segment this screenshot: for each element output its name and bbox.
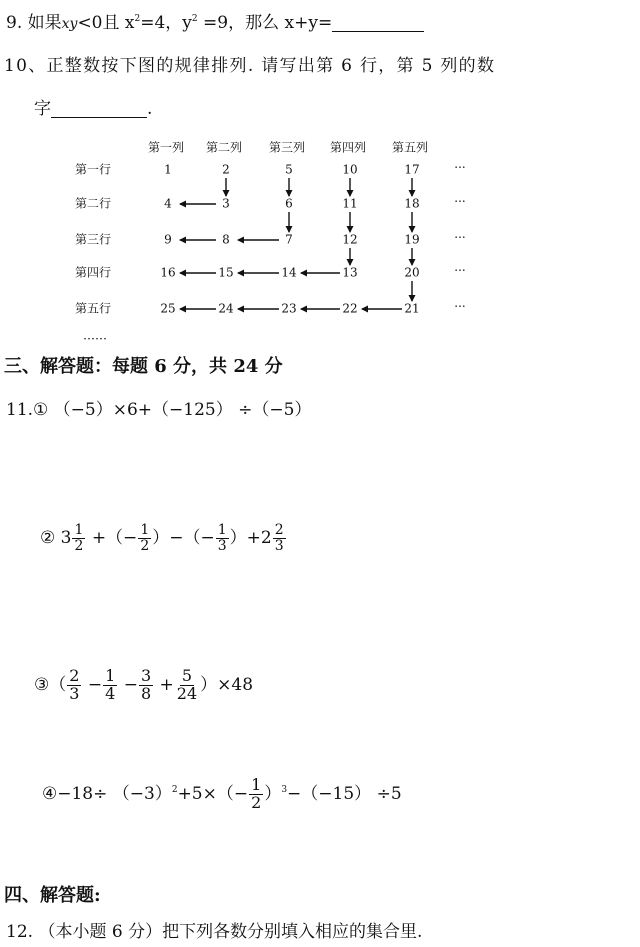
column-ellipsis: ……: [83, 328, 107, 340]
question-11-part-1: 11.① （−5）×6+（−125） ÷（−5）: [6, 400, 312, 420]
column-header: 第二列: [205, 140, 243, 155]
section-4-title: 四、解答题:: [4, 885, 101, 906]
question-12: 12. （本小题 6 分）把下列各数分别填入相应的集合里.: [6, 922, 423, 942]
question-9: 9. 如果xy<0且 $x^2=4$，$y^2 =9$，那么 x+y=: [6, 8, 424, 33]
grid-number: 23: [281, 301, 297, 316]
column-header: 第三列: [268, 140, 306, 155]
grid-number: 7: [285, 232, 293, 247]
fraction: $\frac{2}{3}$: [69, 666, 80, 703]
row-header: 第五行: [75, 301, 112, 316]
fraction: $\frac{1}{2}$: [140, 522, 150, 554]
grid-number: 5: [285, 162, 293, 177]
grid-number: 16: [160, 265, 176, 280]
grid-number: 22: [342, 301, 358, 316]
question-11-part-4: ④−18÷ $(-3)^2+5\times(-$ $\frac{1}{2}$ ）$^3$−（−15） ÷5: [42, 775, 402, 812]
grid-number: 1: [164, 162, 172, 177]
fraction: $\frac{1}{2}$: [74, 522, 84, 554]
row-header: 第三行: [75, 232, 112, 247]
row-header: 第四行: [75, 265, 112, 280]
answer-blank-10[interactable]: [51, 99, 147, 118]
grid-number: 21: [404, 301, 420, 316]
grid-number: 25: [160, 301, 176, 316]
fraction: $\frac{3}{8}$: [140, 666, 152, 703]
grid-number: 6: [285, 196, 293, 211]
grid-number: 24: [218, 301, 234, 316]
row-header: 第一行: [75, 162, 112, 177]
grid-number: 4: [164, 196, 172, 211]
grid-number: 10: [342, 162, 358, 177]
row-header: 第二行: [75, 196, 112, 211]
grid-number: 19: [404, 232, 420, 247]
grid-number: 9: [164, 232, 172, 247]
grid-number: 12: [342, 232, 358, 247]
question-10-line1: 10、正整数按下图的规律排列. 请写出第 6 行，第 5 列的数: [4, 56, 496, 76]
fraction: $\frac{5}{24}$: [176, 666, 198, 703]
row-ellipsis: ···: [454, 160, 466, 175]
answer-blank-9[interactable]: [332, 13, 424, 32]
section-3-title: 三、解答题：每题 6 分，共 24 分: [4, 356, 283, 377]
grid-number: 13: [342, 265, 358, 280]
fraction: $\frac{1}{3}$: [217, 522, 227, 554]
question-10-line2: 字 .: [34, 99, 153, 119]
column-header: 第四列: [329, 140, 367, 155]
row-ellipsis: ···: [454, 230, 466, 245]
question-11-part-3: ③（ $\frac{2}{3}$ − $\frac{1}{4}$ − $\frac{3}{8}$ + $\frac{5}{24}$ ）×48: [34, 666, 254, 703]
grid-number: 18: [404, 196, 420, 211]
grid-number: 8: [222, 232, 230, 247]
grid-number: 2: [222, 162, 230, 177]
column-header: 第一列: [147, 140, 185, 155]
grid-number: 11: [342, 196, 358, 211]
row-ellipsis: ···: [454, 263, 466, 278]
column-header: 第五列: [391, 140, 429, 155]
row-ellipsis: ···: [454, 194, 466, 209]
question-11-part-2: ② 3 $\frac{1}{2}$ +（− $\frac{1}{2}$ ）−（− $\frac{1}{3}$ ）+2 $\frac{2}{3}$: [40, 522, 284, 554]
grid-number: 3: [222, 196, 230, 211]
grid-number: 14: [281, 265, 297, 280]
fraction: $\frac{1}{4}$: [105, 666, 116, 703]
grid-number: 20: [404, 265, 420, 280]
fraction: $\frac{1}{2}$: [251, 775, 262, 812]
row-ellipsis: ···: [454, 299, 466, 314]
grid-number: 15: [218, 265, 234, 280]
fraction: $\frac{2}{3}$: [274, 522, 284, 554]
number-grid-figure: [0, 130, 640, 340]
grid-number: 17: [404, 162, 420, 177]
